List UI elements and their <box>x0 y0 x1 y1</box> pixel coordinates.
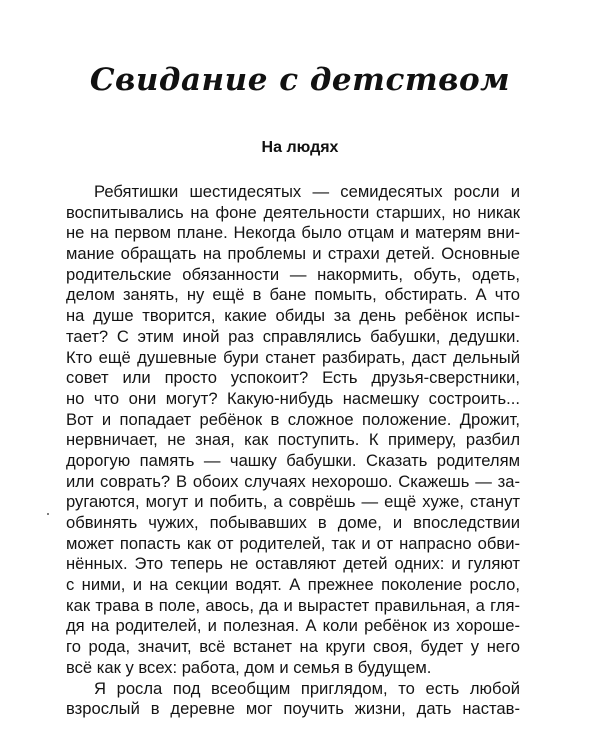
text-line: не на первом плане. Некогда было отцам и матерям вни- <box>66 223 520 243</box>
text-line: родительские обязанности — накормить, обуть, одеть, <box>66 264 520 284</box>
print-speck <box>47 513 49 515</box>
text-line: нервничает, не зная, как поступить. К примеру, разбил <box>66 430 520 450</box>
text-line: дя на родителей, и полезная. А коли ребёнок из хороше- <box>66 616 520 636</box>
text-line: совет или просто успокоит? Есть друзья-сверстники, <box>66 368 520 388</box>
text-line: на душе творится, какие обиды за день ребёнок испы- <box>66 306 520 326</box>
text-line: делом занять, ну ещё в бане помыть, обстирать. А что <box>66 285 520 305</box>
text-line: мание обращать на проблемы и страхи детей. Основные <box>66 244 520 264</box>
text-line: или соврать? В обоих случаях нехорошо. Скажешь — за- <box>66 471 520 491</box>
text-line: дорогую память — чашку бабушки. Сказать родителям <box>66 450 520 470</box>
text-line: тает? С этим иной раз справлялись бабушки, дедушки. <box>66 326 520 346</box>
text-line: Я росла под всеобщим приглядом, то есть любой <box>94 678 520 698</box>
text-line: го рода, значит, всё встанет на круги своя, будет у него <box>66 637 520 657</box>
chapter-title: Свидание с детством <box>89 62 511 98</box>
section-heading: На людях <box>261 139 339 156</box>
text-line: обвинять чужих, побывавших в доме, и впоследствии <box>66 513 520 532</box>
text-line: с ними, и на секции водят. А прежнее поколение росло, <box>66 575 520 595</box>
text-line: но что они могут? Какую-нибудь насмешку сострoить... <box>66 388 520 408</box>
text-line: Вот и попадает ребёнок в сложное положение. Дрожит, <box>66 409 520 429</box>
text-line: как трава в поле, авось, да и вырастет правильная, а гля- <box>66 595 520 615</box>
text-line: Ребятишки шестидесятых — семидесятых росли и <box>94 182 520 201</box>
text-line: взрослый в деревне мог поучить жизни, дать настав- <box>66 699 520 719</box>
text-line: воспитывались на фоне деятельности старших, но никак <box>66 202 520 222</box>
text-line: нённых. Это теперь не оставляют детей одних: и гуляют <box>66 554 520 574</box>
text-line: Кто ещё душевные бури станет разбирать, даст дельный <box>66 347 520 367</box>
body-text <box>66 182 520 720</box>
text-line: всё как у всех: работа, дом и семья в будущем. <box>66 657 432 677</box>
text-line: может попасть как от родителей, так и от напрасно обви- <box>66 533 520 553</box>
text-line: ругаются, могут и побить, а соврёшь — ещё хуже, станут <box>66 492 520 512</box>
